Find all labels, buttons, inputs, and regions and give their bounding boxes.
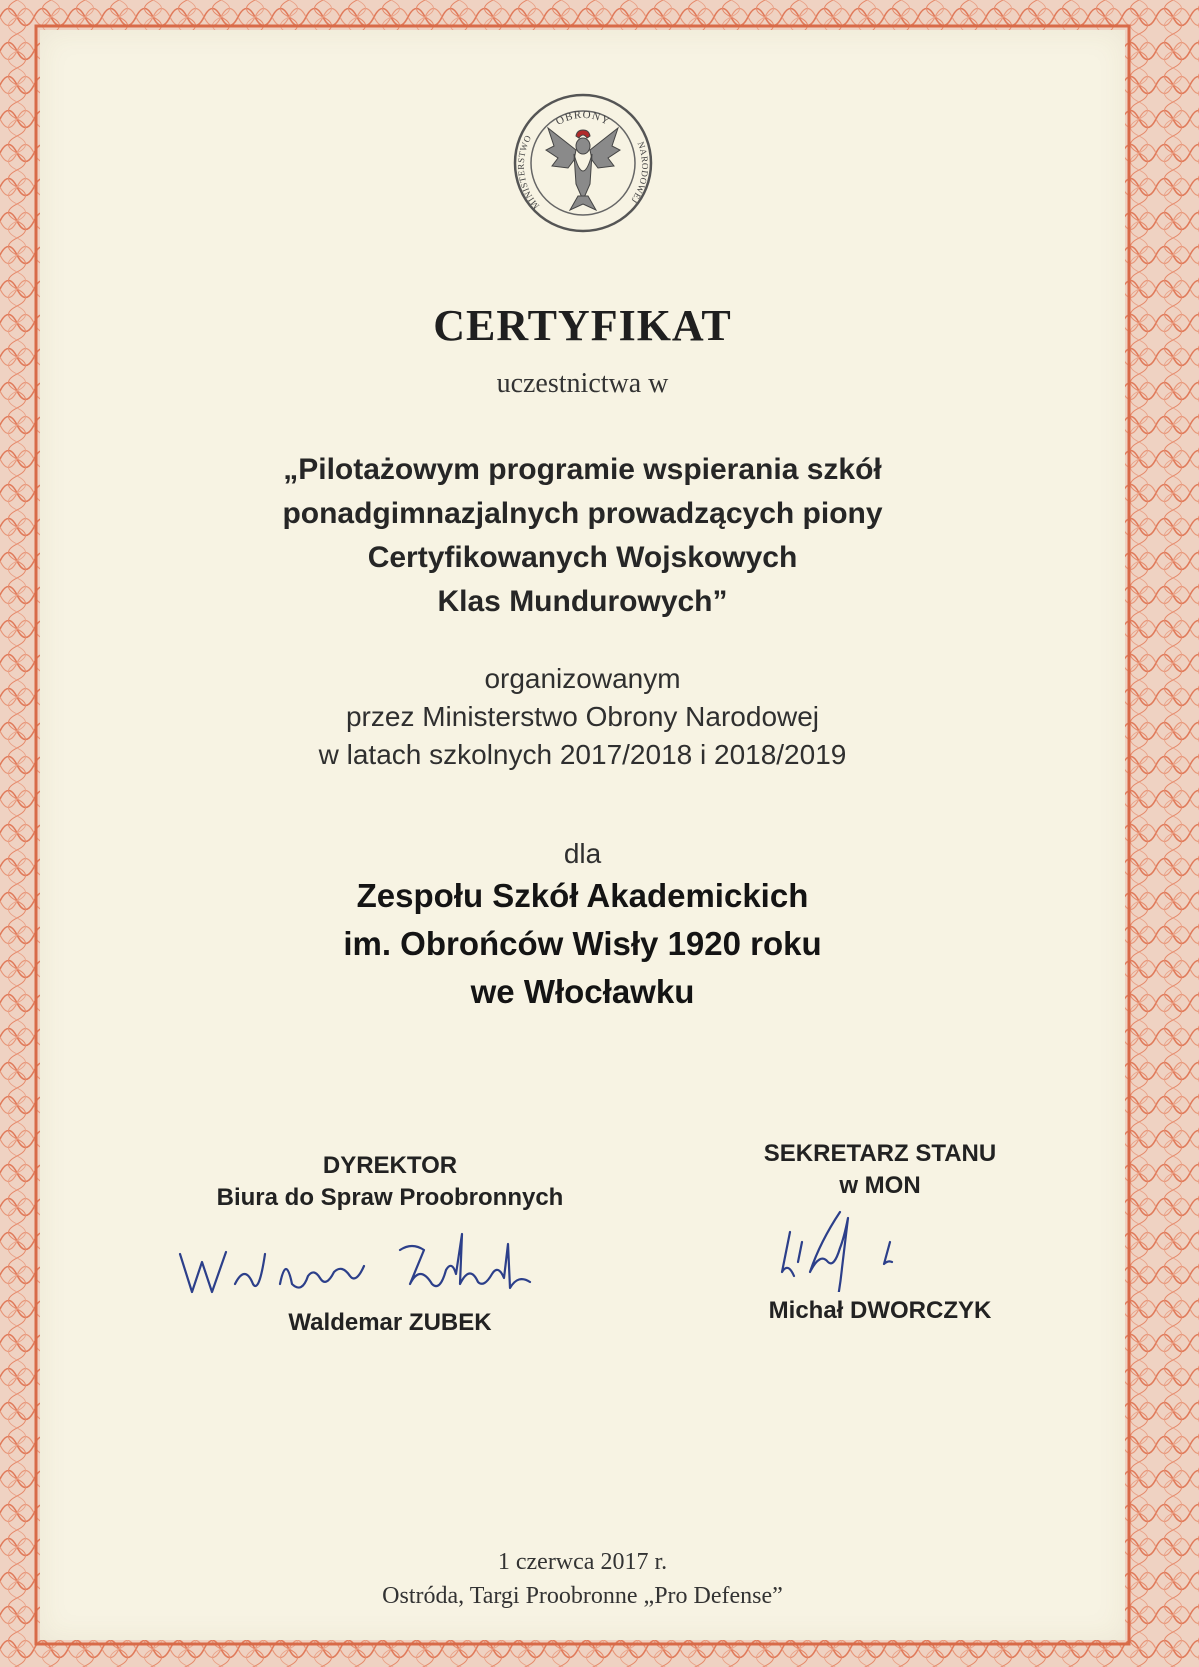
signatory-role: SEKRETARZ STANU	[763, 1140, 997, 1167]
for-label: dla	[563, 838, 602, 869]
signatory-director	[140, 1150, 640, 1337]
issue-date: 1 czerwca 2017 r.	[497, 1549, 668, 1575]
organizer-line: w latach szkolnych 2017/2018 i 2018/2019	[318, 739, 847, 770]
signatory-name: Michał DWORCZYK	[768, 1297, 992, 1324]
program-line: Klas Mundurowych”	[437, 585, 728, 618]
issue-place: Ostróda, Targi Proobronne „Pro Defense”	[382, 1583, 783, 1609]
organizer-line: przez Ministerstwo Obrony Narodowej	[345, 701, 820, 732]
signatory-name: Waldemar ZUBEK	[288, 1309, 492, 1336]
recipient-line: we Włocławku	[470, 973, 695, 1010]
organizer-line: organizowanym	[484, 663, 681, 694]
signatory-role: Biura do Spraw Proobronnych	[216, 1184, 564, 1211]
program-line: Certyfikowanych Wojskowych	[367, 541, 798, 574]
program-name	[40, 448, 1125, 624]
svg-text:OBRONY: OBRONY	[553, 108, 613, 128]
handwritten-signature	[140, 1214, 640, 1304]
recipient-line: im. Obrońców Wisły 1920 roku	[343, 925, 822, 962]
issue-info	[40, 1545, 1125, 1613]
signatory-role: DYREKTOR	[322, 1152, 458, 1179]
recipient-line: Zespołu Szkół Akademickich	[356, 877, 809, 914]
svg-text:NARODOWEJ: NARODOWEJ	[628, 140, 651, 206]
certificate-paper	[40, 30, 1125, 1640]
certificate-subtitle: uczestnictwa w	[496, 368, 669, 399]
organizer-text	[40, 660, 1125, 774]
handwritten-signature	[690, 1202, 1070, 1292]
signatory-role: w MON	[839, 1172, 921, 1199]
program-line: ponadgimnazjalnych prowadzących piony	[282, 497, 883, 530]
mon-eagle-emblem-icon	[508, 88, 658, 238]
signatory-secretary	[690, 1138, 1070, 1325]
certificate-title: CERTYFIKAT	[433, 301, 732, 350]
svg-text:MINISTERSTWO: MINISTERSTWO	[515, 133, 542, 211]
program-line: „Pilotażowym programie wspierania szkół	[283, 453, 882, 486]
recipient-name	[40, 872, 1125, 1016]
